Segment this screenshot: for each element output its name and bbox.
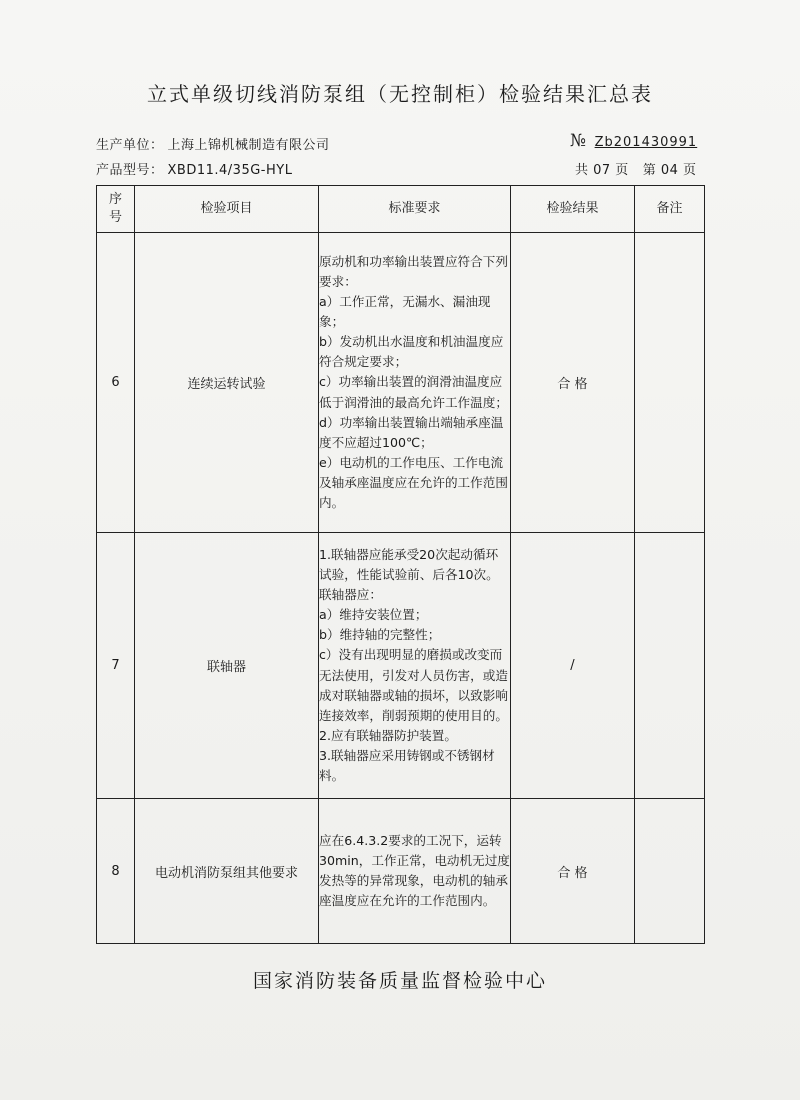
requirement-line: 原动机和功率输出装置应符合下列要求： <box>319 253 508 289</box>
requirement-line: 应在6.4.3.2要求的工况下，运转30min，工作正常，电动机无过度发热等的异常现象，电动机的轴承座温度应在允许的工作范围内。 <box>319 832 510 909</box>
table-header-row <box>97 186 705 233</box>
row-note <box>635 533 705 799</box>
row-requirement <box>319 533 511 799</box>
number-symbol: № <box>570 131 587 151</box>
table-row <box>97 233 705 533</box>
manufacturer-label: 生产单位： <box>96 138 164 153</box>
row-result: 合 格 <box>511 233 635 533</box>
manufacturer-line <box>96 134 330 153</box>
row-requirement <box>319 799 511 944</box>
requirement-line: c）功率输出装置的润滑油温度应低于润滑油的最高允许工作温度； <box>319 374 508 410</box>
requirement-line: a）工作正常，无漏水、漏油现象； <box>319 293 491 329</box>
row-item: 联轴器 <box>135 533 319 799</box>
header-num: 序 号 <box>97 186 135 233</box>
header-item: 检验项目 <box>135 186 319 233</box>
row-num: 8 <box>97 799 135 944</box>
requirement-line: d）功率输出装置输出端轴承座温度不应超过100℃； <box>319 414 504 450</box>
requirement-line: b）维持轴的完整性； <box>319 627 441 643</box>
requirement-line: b）发动机出水温度和机油温度应符合规定要求； <box>319 334 504 370</box>
row-result: / <box>511 533 635 799</box>
model-line <box>96 159 292 178</box>
requirement-line: 3.联轴器应采用铸钢或不锈钢材料。 <box>319 748 495 784</box>
row-num: 7 <box>97 533 135 799</box>
row-note <box>635 799 705 944</box>
page-info: 共 07 页 第 04 页 <box>575 163 697 178</box>
table-row <box>97 799 705 944</box>
requirement-line: c）没有出现明显的磨损或改变而无法使用，引发对人员伤害，或造成对联轴器或轴的损坏，以致影响连接效率，削弱预期的使用目的。 <box>319 647 508 723</box>
row-result: 合 格 <box>511 799 635 944</box>
requirement-line: 1.联轴器应能承受20次起动循环试验，性能试验前、后各10次。联轴器应： <box>319 546 499 602</box>
requirement-line: e）电动机的工作电压、工作电流及轴承座温度应在允许的工作范围内。 <box>319 454 508 511</box>
report-number: Zb201430991 <box>594 135 698 150</box>
header-result: 检验结果 <box>511 186 635 233</box>
requirement-line: 2.应有联轴器防护装置。 <box>319 727 457 743</box>
header-note: 备注 <box>635 186 705 233</box>
row-requirement <box>319 233 511 533</box>
row-item: 电动机消防泵组其他要求 <box>135 799 319 944</box>
row-item: 连续运转试验 <box>135 233 319 533</box>
inspection-results-table <box>96 185 705 944</box>
row-note <box>635 233 705 533</box>
model-label: 产品型号： <box>96 163 164 178</box>
table-row <box>97 533 705 799</box>
requirement-line: a）维持安装位置； <box>319 607 428 623</box>
header-requirement: 标准要求 <box>319 186 511 233</box>
report-number-line <box>570 131 697 151</box>
page-title: 立式单级切线消防泵组（无控制柜）检验结果汇总表 <box>147 82 653 106</box>
row-num: 6 <box>97 233 135 533</box>
model-value: XBD11.4/35G-HYL <box>167 163 293 178</box>
manufacturer-value: 上海上锦机械制造有限公司 <box>167 138 330 153</box>
issuer-footer: 国家消防装备质量监督检验中心 <box>252 970 547 992</box>
